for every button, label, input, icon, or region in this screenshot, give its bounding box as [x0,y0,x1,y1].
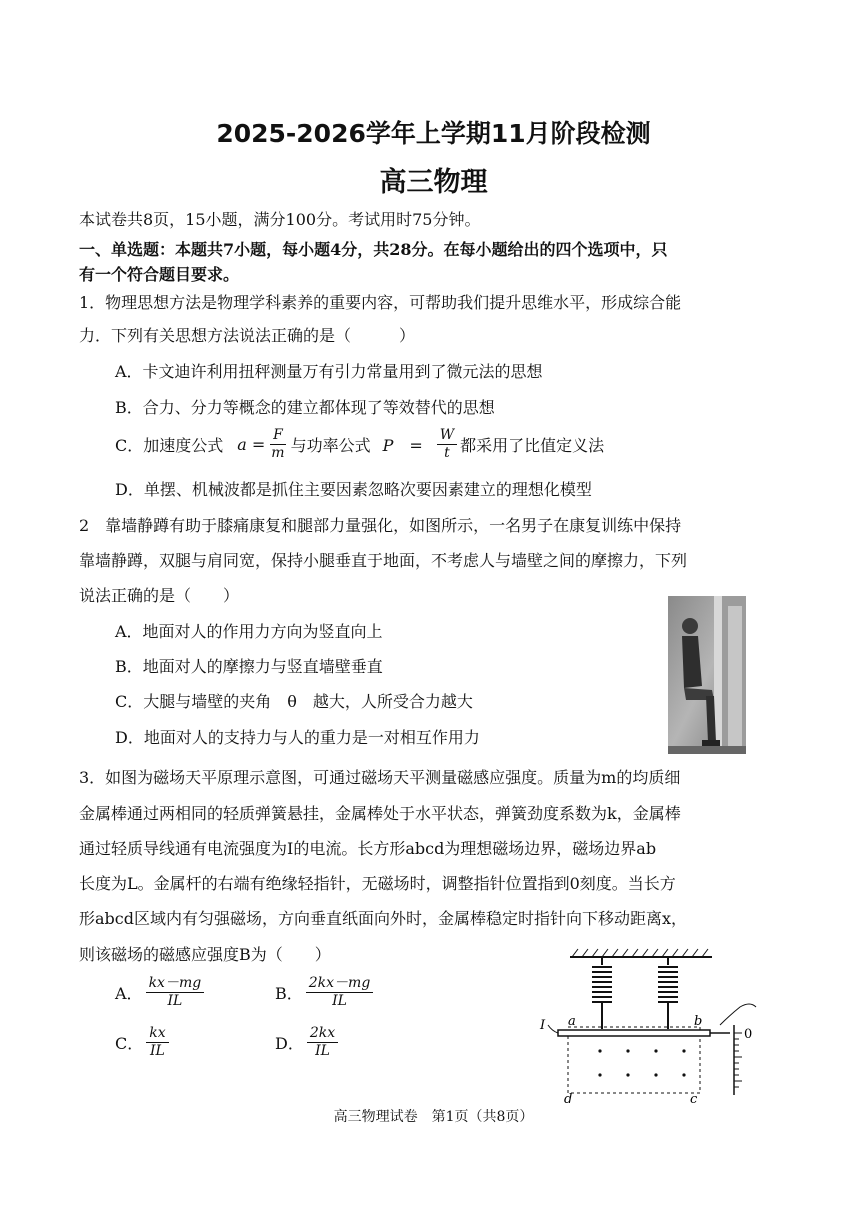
label-a: a [568,1014,576,1029]
q3-option-a-numerator: kx－mg [146,975,205,993]
ceiling-hatch [572,949,708,957]
metal-rod [558,1030,710,1036]
q3-option-d [275,1025,341,1060]
q3-option-d-label: D． [275,1034,304,1053]
q2-stem-line3: 说法正确的是（ ） [79,586,240,605]
q3-option-c-label: C． [115,1034,144,1053]
q3-stem-line5: 形abcd区域内有匀强磁场，方向垂直纸面向外时，金属棒稳定时指针向下移动距离x， [79,909,688,928]
wall-squat-photo [668,596,746,754]
field-region-abcd [568,1027,700,1093]
q2-option-b: B．地面对人的摩擦力与竖直墙壁垂直 [115,657,383,676]
q2-option-a: A．地面对人的作用力方向为竖直向上 [115,622,383,641]
exam-title: 2025-2026学年上学期11月阶段检测 [216,119,651,148]
formula-accel-lhs: a = [237,435,266,454]
q3-option-d-denominator: IL [315,1043,330,1059]
q3-option-d-numerator: 2kx [307,1025,338,1043]
formula-accel-numerator: F [270,427,286,445]
q3-stem-line3: 通过轻质导线通有电流强度为I的电流。长方形abcd为理想磁场边界，磁场边界ab [79,839,657,858]
lead-wire [720,1004,756,1025]
label-b: b [694,1014,703,1029]
q2-option-c: C．大腿与墙壁的夹角 θ 越大，人所受合力越大 [115,692,473,711]
q3-stem-line2: 金属棒通过两相同的轻质弹簧悬挂，金属棒处于水平状态，弹簧劲度系数为k，金属棒 [79,804,681,823]
q1-option-c-prefix: C．加速度公式 [115,436,224,455]
q2-option-d: D．地面对人的支持力与人的重力是一对相互作用力 [115,728,480,747]
q3-stem-line4: 长度为L。金属杆的右端有绝缘轻指针，无磁场时，调整指针位置指到0刻度。当长方 [79,874,676,893]
q1-option-c [115,427,604,462]
magnetic-balance-diagram [530,945,760,1105]
q3-stem-line1: 3．如图为磁场天平原理示意图，可通过磁场天平测量磁感应强度。质量为m的均质细 [79,768,681,787]
q3-stem-line6: 则该磁场的磁感应强度B为（ ） [79,945,331,964]
q1-option-b: B．合力、分力等概念的建立都体现了等效替代的思想 [115,398,495,417]
label-c: c [690,1092,698,1105]
q3-option-c-denominator: IL [150,1043,165,1059]
q2-stem-line2: 靠墙静蹲，双腿与肩同宽，保持小腿垂直于地面，不考虑人与墙壁之间的摩擦力，下列 [79,551,688,570]
formula-accel-fraction [268,427,287,462]
q1-stem-line2: 力．下列有关思想方法说法正确的是（ ） [79,326,416,345]
q1-option-c-mid: 与功率公式 [290,436,371,455]
q1-option-a: A．卡文迪许利用扭秤测量万有引力常量用到了微元法的思想 [115,362,543,381]
current-arrow [548,1025,558,1033]
section-heading-line2: 有一个符合题目要求。 [79,265,240,284]
q3-option-c-numerator: kx [146,1025,168,1043]
q3-option-c-fraction [146,1025,168,1060]
label-zero: 0 [744,1027,753,1042]
q3-option-c [115,1025,172,1060]
q3-option-b-numerator: 2kx－mg [306,975,374,993]
label-d: d [564,1092,573,1105]
formula-power-lhs: P = [382,436,423,455]
spring-left-coils [592,967,612,1002]
q1-option-c-suffix: 都采用了比值定义法 [460,436,605,455]
page-footer: 高三物理试卷 第1页（共8页） [333,1109,534,1125]
exam-intro: 本试卷共8页，15小题，满分100分。考试用时75分钟。 [79,210,481,229]
spring-right-coils [658,967,678,1002]
q3-option-b-denominator: IL [332,993,347,1009]
q1-stem-line1: 1．物理思想方法是物理学科素养的重要内容，可帮助我们提升思维水平，形成综合能 [79,293,682,312]
q3-option-a-denominator: IL [167,993,183,1009]
q3-option-a [115,975,207,1010]
q3-option-b-label: B． [275,984,303,1003]
q3-option-b [275,975,376,1010]
section-heading-line1: 一、单选题：本题共7小题，每小题4分，共28分。在每小题给出的四个选项中，只 [79,240,668,259]
q3-option-d-fraction [307,1025,338,1060]
q3-option-b-fraction [306,975,374,1010]
label-current-i: I [540,1018,546,1033]
formula-power-numerator: W [437,427,457,445]
formula-power-denominator: t [444,445,450,461]
q1-option-d: D．单摆、机械波都是抓住主要因素忽略次要因素建立的理想化模型 [115,480,592,499]
q3-option-a-label: A． [115,984,143,1003]
exam-subject: 高三物理 [379,167,488,198]
formula-power-fraction [437,427,457,462]
formula-accel-denominator: m [271,445,285,461]
q2-stem-line1: 2 靠墙静蹲有助于膝痛康复和腿部力量强化，如图所示，一名男子在康复训练中保持 [79,516,682,535]
q3-option-a-fraction [146,975,205,1010]
field-dots [598,1049,685,1076]
scale-ticks [734,1033,742,1087]
